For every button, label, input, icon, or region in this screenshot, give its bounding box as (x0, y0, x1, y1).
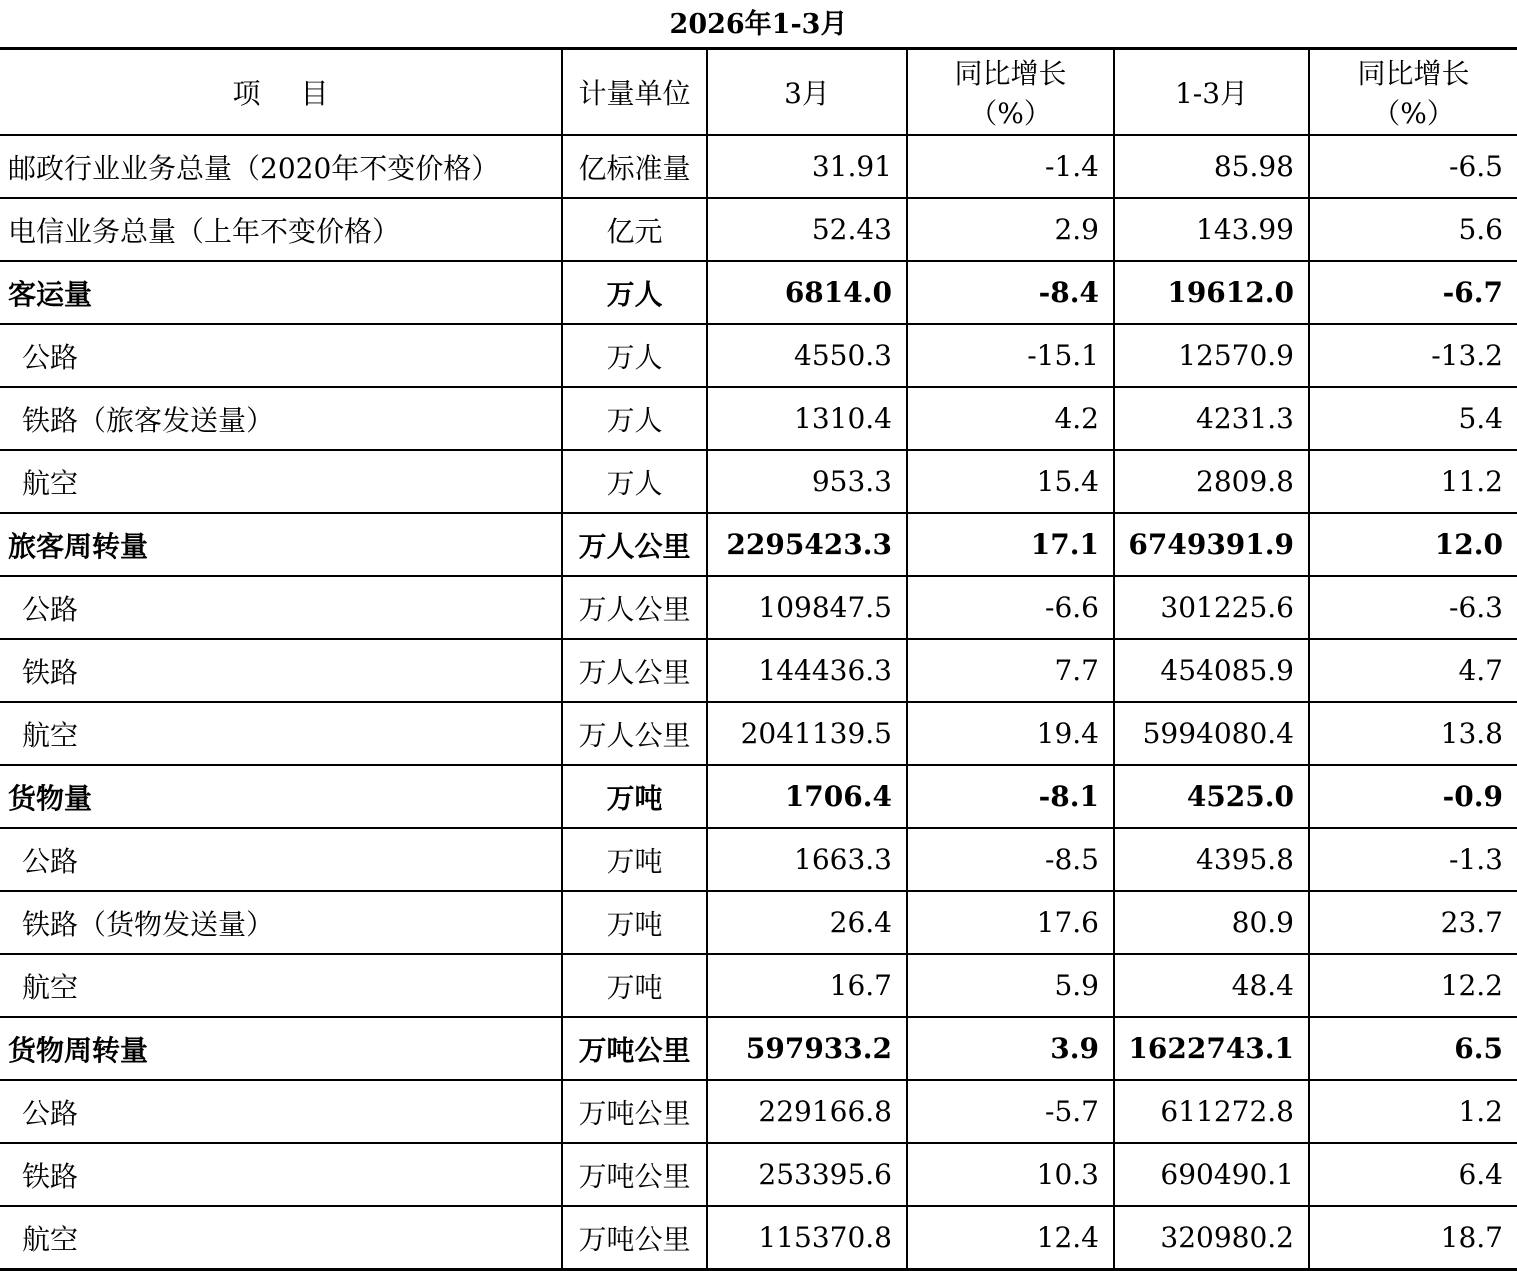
row-cumulative: 320980.2 (1114, 1206, 1309, 1270)
row-name: 航空 (0, 1206, 562, 1270)
table-row (0, 135, 1517, 198)
row-cumulative-yoy: 5.6 (1309, 198, 1517, 261)
header-cumulative-yoy (1309, 49, 1517, 136)
header-row (0, 49, 1517, 136)
row-month-yoy: -1.4 (907, 135, 1114, 198)
table-row (0, 1017, 1517, 1080)
row-unit: 万吨公里 (562, 1017, 707, 1080)
row-month-yoy: 15.4 (907, 450, 1114, 513)
table-row (0, 450, 1517, 513)
row-unit: 亿元 (562, 198, 707, 261)
row-cumulative: 6749391.9 (1114, 513, 1309, 576)
row-month-yoy: 2.9 (907, 198, 1114, 261)
header-month-yoy-label: 同比增长 (954, 57, 1067, 90)
row-month-yoy: 3.9 (907, 1017, 1114, 1080)
header-item: 项目 (0, 49, 562, 136)
row-cumulative-yoy: 1.2 (1309, 1080, 1517, 1143)
table-title: 2026年1-3月 (669, 9, 848, 40)
row-cumulative: 143.99 (1114, 198, 1309, 261)
row-cumulative: 12570.9 (1114, 324, 1309, 387)
header-cumulative: 1-3月 (1114, 49, 1309, 136)
row-month-yoy: 7.7 (907, 639, 1114, 702)
row-month-yoy: -5.7 (907, 1080, 1114, 1143)
row-cumulative-yoy: 5.4 (1309, 387, 1517, 450)
table-row (0, 891, 1517, 954)
row-cumulative: 454085.9 (1114, 639, 1309, 702)
row-name: 货物周转量 (0, 1017, 562, 1080)
header-month: 3月 (707, 49, 907, 136)
header-month-yoy-unit: （%） (969, 97, 1052, 130)
row-name: 客运量 (0, 261, 562, 324)
row-cumulative-yoy: 6.5 (1309, 1017, 1517, 1080)
table-row (0, 324, 1517, 387)
header-unit: 计量单位 (562, 49, 707, 136)
row-cumulative-yoy: 12.2 (1309, 954, 1517, 1017)
row-unit: 万人公里 (562, 513, 707, 576)
row-unit: 万人 (562, 261, 707, 324)
row-name: 货物量 (0, 765, 562, 828)
row-month-yoy: 5.9 (907, 954, 1114, 1017)
row-cumulative-yoy: 4.7 (1309, 639, 1517, 702)
row-month-yoy: 12.4 (907, 1206, 1114, 1270)
row-cumulative-yoy: -6.5 (1309, 135, 1517, 198)
table-row (0, 954, 1517, 1017)
row-unit: 万吨公里 (562, 1206, 707, 1270)
row-month: 109847.5 (707, 576, 907, 639)
table-row (0, 198, 1517, 261)
row-month: 597933.2 (707, 1017, 907, 1080)
row-cumulative-yoy: 23.7 (1309, 891, 1517, 954)
row-cumulative: 690490.1 (1114, 1143, 1309, 1206)
row-unit: 万吨 (562, 765, 707, 828)
row-cumulative-yoy: 13.8 (1309, 702, 1517, 765)
row-month-yoy: -8.4 (907, 261, 1114, 324)
row-unit: 万吨公里 (562, 1080, 707, 1143)
row-cumulative: 2809.8 (1114, 450, 1309, 513)
row-month: 115370.8 (707, 1206, 907, 1270)
table-row (0, 1080, 1517, 1143)
row-cumulative: 611272.8 (1114, 1080, 1309, 1143)
row-month: 31.91 (707, 135, 907, 198)
table-row (0, 261, 1517, 324)
row-unit: 万吨 (562, 954, 707, 1017)
table-row (0, 765, 1517, 828)
header-month-yoy (907, 49, 1114, 136)
header-cumulative-yoy-label: 同比增长 (1357, 57, 1470, 90)
table-body (0, 135, 1517, 1270)
row-month: 1310.4 (707, 387, 907, 450)
statistics-table (0, 47, 1517, 1271)
row-cumulative: 1622743.1 (1114, 1017, 1309, 1080)
row-name: 电信业务总量（上年不变价格） (0, 198, 562, 261)
row-name: 铁路 (0, 639, 562, 702)
row-cumulative-yoy: -13.2 (1309, 324, 1517, 387)
row-month: 6814.0 (707, 261, 907, 324)
row-cumulative-yoy: 12.0 (1309, 513, 1517, 576)
row-month-yoy: -8.1 (907, 765, 1114, 828)
row-name: 航空 (0, 702, 562, 765)
table-row (0, 828, 1517, 891)
row-cumulative-yoy: 6.4 (1309, 1143, 1517, 1206)
row-unit: 万人公里 (562, 702, 707, 765)
row-name: 公路 (0, 1080, 562, 1143)
row-month-yoy: 19.4 (907, 702, 1114, 765)
row-unit: 万吨公里 (562, 1143, 707, 1206)
row-month: 1663.3 (707, 828, 907, 891)
table-row (0, 702, 1517, 765)
row-cumulative: 5994080.4 (1114, 702, 1309, 765)
table-row (0, 1206, 1517, 1270)
row-month: 144436.3 (707, 639, 907, 702)
row-month: 2295423.3 (707, 513, 907, 576)
row-month-yoy: -6.6 (907, 576, 1114, 639)
row-name: 铁路（旅客发送量） (0, 387, 562, 450)
row-unit: 万人公里 (562, 576, 707, 639)
row-name: 铁路（货物发送量） (0, 891, 562, 954)
row-cumulative: 4525.0 (1114, 765, 1309, 828)
row-unit: 万人公里 (562, 639, 707, 702)
row-unit: 万吨 (562, 891, 707, 954)
row-month-yoy: 17.6 (907, 891, 1114, 954)
row-cumulative-yoy: -6.7 (1309, 261, 1517, 324)
row-cumulative: 48.4 (1114, 954, 1309, 1017)
row-unit: 万人 (562, 324, 707, 387)
row-cumulative: 19612.0 (1114, 261, 1309, 324)
row-name: 公路 (0, 828, 562, 891)
row-cumulative: 301225.6 (1114, 576, 1309, 639)
row-month: 2041139.5 (707, 702, 907, 765)
row-name: 邮政行业业务总量（2020年不变价格） (0, 135, 562, 198)
row-cumulative-yoy: -1.3 (1309, 828, 1517, 891)
row-month-yoy: 17.1 (907, 513, 1114, 576)
table-row (0, 639, 1517, 702)
row-unit: 万人 (562, 450, 707, 513)
table-row (0, 387, 1517, 450)
row-cumulative-yoy: -6.3 (1309, 576, 1517, 639)
row-unit: 亿标准量 (562, 135, 707, 198)
table-row (0, 1143, 1517, 1206)
row-name: 公路 (0, 324, 562, 387)
row-cumulative-yoy: 11.2 (1309, 450, 1517, 513)
row-name: 旅客周转量 (0, 513, 562, 576)
row-month: 953.3 (707, 450, 907, 513)
table-row (0, 513, 1517, 576)
row-cumulative-yoy: -0.9 (1309, 765, 1517, 828)
table-row (0, 576, 1517, 639)
row-month: 16.7 (707, 954, 907, 1017)
row-month: 1706.4 (707, 765, 907, 828)
row-name: 铁路 (0, 1143, 562, 1206)
row-name: 公路 (0, 576, 562, 639)
row-month-yoy: -15.1 (907, 324, 1114, 387)
row-cumulative-yoy: 18.7 (1309, 1206, 1517, 1270)
row-unit: 万人 (562, 387, 707, 450)
row-cumulative: 4395.8 (1114, 828, 1309, 891)
row-month: 253395.6 (707, 1143, 907, 1206)
header-cumulative-yoy-unit: （%） (1372, 97, 1455, 130)
row-month-yoy: 4.2 (907, 387, 1114, 450)
row-month: 52.43 (707, 198, 907, 261)
row-name: 航空 (0, 954, 562, 1017)
row-cumulative: 80.9 (1114, 891, 1309, 954)
table-header (0, 49, 1517, 136)
row-month-yoy: -8.5 (907, 828, 1114, 891)
row-cumulative: 85.98 (1114, 135, 1309, 198)
row-name: 航空 (0, 450, 562, 513)
row-month: 26.4 (707, 891, 907, 954)
row-month: 4550.3 (707, 324, 907, 387)
row-unit: 万吨 (562, 828, 707, 891)
row-month-yoy: 10.3 (907, 1143, 1114, 1206)
row-month: 229166.8 (707, 1080, 907, 1143)
row-cumulative: 4231.3 (1114, 387, 1309, 450)
